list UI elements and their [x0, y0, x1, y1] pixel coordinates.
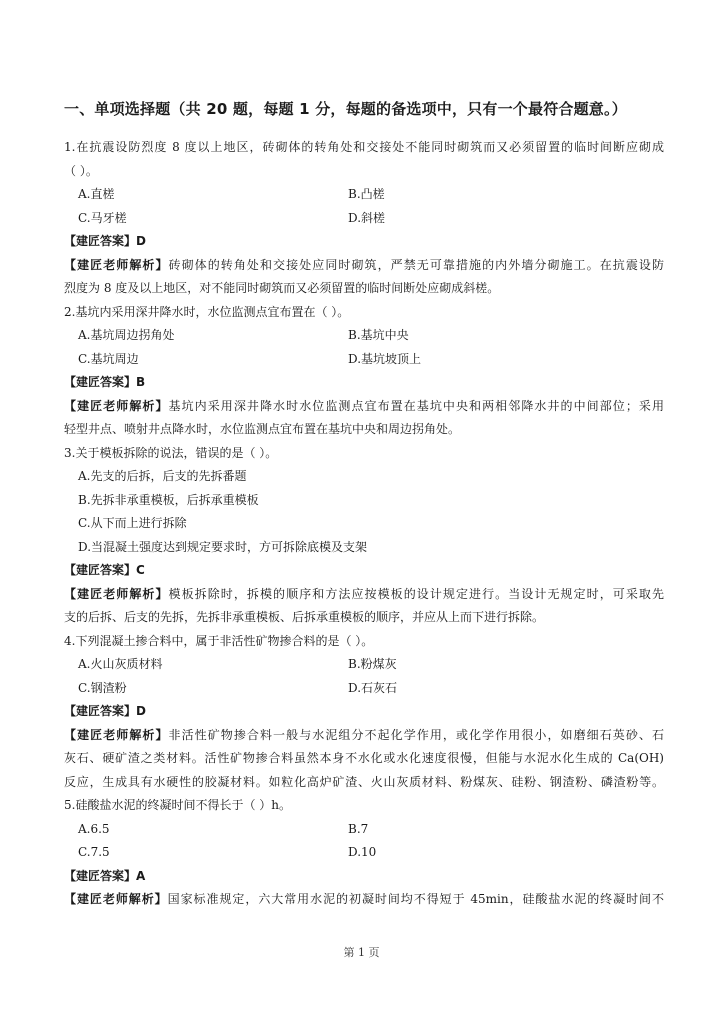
answer-value: A [136, 868, 146, 883]
option-row [64, 841, 664, 865]
question-stem: 3.关于模板拆除的说法，错误的是（ ）。 [64, 445, 278, 460]
question-stem: （ ）。 [64, 163, 98, 178]
option-a: A.6.5 [78, 821, 110, 836]
question-stem: 1.在抗震设防烈度 8 度以上地区，砖砌体的转角处和交接处不能同时砌筑而又必须留置的临时间断应砌成 [64, 140, 664, 154]
answer-tag: 【建匠答案】 [64, 704, 137, 718]
question-stem: 2.基坑内采用深井降水时，水位监测点宜布置在（ ）。 [64, 304, 350, 319]
answer-line [64, 700, 664, 724]
question-3 [64, 442, 664, 630]
analysis-tag: 【建匠老师解析】 [64, 586, 169, 601]
answer-line [64, 230, 664, 254]
page-number: 第 1 页 [343, 946, 380, 959]
option-row [64, 818, 664, 842]
option-b: B.7 [348, 821, 369, 836]
option-row [64, 324, 664, 348]
answer-value: D [136, 704, 146, 718]
analysis-tag: 【建匠老师解析】 [64, 257, 169, 272]
option-b: B.粉煤灰 [348, 657, 397, 671]
question-stem: 4.下列混凝土掺合料中，属于非活性矿物掺合料的是（ ）。 [64, 633, 374, 648]
answer-tag: 【建匠答案】 [64, 563, 137, 577]
answer-line [64, 559, 664, 583]
analysis-text: 轻型井点、喷射井点降水时，水位监测点宜布置在基坑中央和周边拐角处。 [64, 422, 461, 436]
option-c: C.7.5 [78, 845, 110, 859]
answer-tag: 【建匠答案】 [64, 868, 137, 883]
answer-line [64, 865, 664, 889]
option-c: C.马牙槎 [78, 210, 127, 225]
question-5 [64, 794, 664, 912]
answer-value: C [136, 563, 145, 577]
analysis-text: 基坑内采用深井降水时水位监测点宜布置在基坑中央和两相邻降水井的中间部位；采用 [168, 398, 664, 413]
option-a: A.先支的后拆，后支的先拆番题 [78, 469, 247, 483]
option-a: A.基坑周边拐角处 [78, 328, 175, 342]
question-1 [64, 136, 664, 301]
analysis-tag: 【建匠老师解析】 [64, 892, 168, 906]
option-row [64, 183, 664, 207]
question-4 [64, 630, 664, 795]
analysis-text: 非活性矿物掺合料一般与水泥组分不起化学作用，或化学作用很小，如磨细石英砂、石 [168, 727, 664, 742]
analysis-text: 反应，生成具有水硬性的胶凝材料。如粒化高炉矿渣、火山灰质材料、粉煤灰、硅粉、钢渣粉、磷渣粉等。 [64, 774, 664, 789]
option-row [64, 348, 664, 372]
option-d: D.石灰石 [348, 680, 398, 695]
option-a: A.火山灰质材料 [78, 657, 163, 671]
analysis-text: 灰石、硬矿渣之类材料。活性矿物掺合料虽然本身不水化或水化速度很慢，但能与水泥水化生成的 Ca(OH) [64, 751, 664, 765]
answer-tag: 【建匠答案】 [64, 234, 137, 248]
option-b: B.凸槎 [348, 187, 385, 201]
option-b: B.基坑中央 [348, 328, 409, 342]
question-list [64, 136, 664, 912]
question-stem: 5.硅酸盐水泥的终凝时间不得长于（ ）h。 [64, 798, 291, 812]
analysis-text: 支的后拆、后支的先拆，先拆非承重模板、后拆承重模板的顺序，并应从上而下进行拆除。 [64, 610, 545, 624]
option-c: C.基坑周边 [78, 351, 139, 366]
option-d: D.当混凝土强度达到规定要求时，方可拆除底模及支架 [78, 539, 368, 554]
option-row [64, 207, 664, 231]
answer-value: D [136, 234, 146, 248]
analysis-tag: 【建匠老师解析】 [64, 398, 169, 413]
option-row [64, 677, 664, 701]
option-c: C.从下而上进行拆除 [78, 516, 187, 530]
analysis-text: 砖砌体的转角处和交接处应同时砌筑，严禁无可靠措施的内外墙分砌施工。在抗震设防 [168, 257, 664, 272]
analysis-line [64, 254, 664, 278]
analysis-line [64, 888, 664, 912]
analysis-line [64, 724, 664, 748]
option-d: D.10 [348, 845, 377, 859]
analysis-tag: 【建匠老师解析】 [64, 727, 169, 742]
option-a: A.直槎 [78, 187, 115, 201]
question-2 [64, 301, 664, 442]
analysis-text: 烈度为 8 度及以上地区，对不能同时砌筑而又必须留置的临时间断处应砌成斜槎。 [64, 281, 500, 295]
option-c: C.钢渣粉 [78, 680, 127, 695]
option-row [64, 653, 664, 677]
analysis-line [64, 583, 664, 607]
section-title: 一、单项选择题（共 20 题，每题 1 分，每题的备选项中，只有一个最符合题意。） [64, 100, 627, 118]
option-d: D.斜槎 [348, 210, 386, 225]
analysis-text: 国家标准规定，六大常用水泥的初凝时间均不得短于 45min，硅酸盐水泥的终凝时间不 [167, 892, 664, 906]
option-d: D.基坑坡顶上 [348, 351, 422, 366]
analysis-line [64, 395, 664, 419]
answer-tag: 【建匠答案】 [64, 375, 137, 389]
answer-line [64, 371, 664, 395]
option-b: B.先拆非承重模板，后拆承重模板 [78, 492, 259, 507]
analysis-text: 模板拆除时，拆模的顺序和方法应按模板的设计规定进行。当设计无规定时，可采取先 [168, 586, 664, 601]
answer-value: B [136, 375, 146, 389]
